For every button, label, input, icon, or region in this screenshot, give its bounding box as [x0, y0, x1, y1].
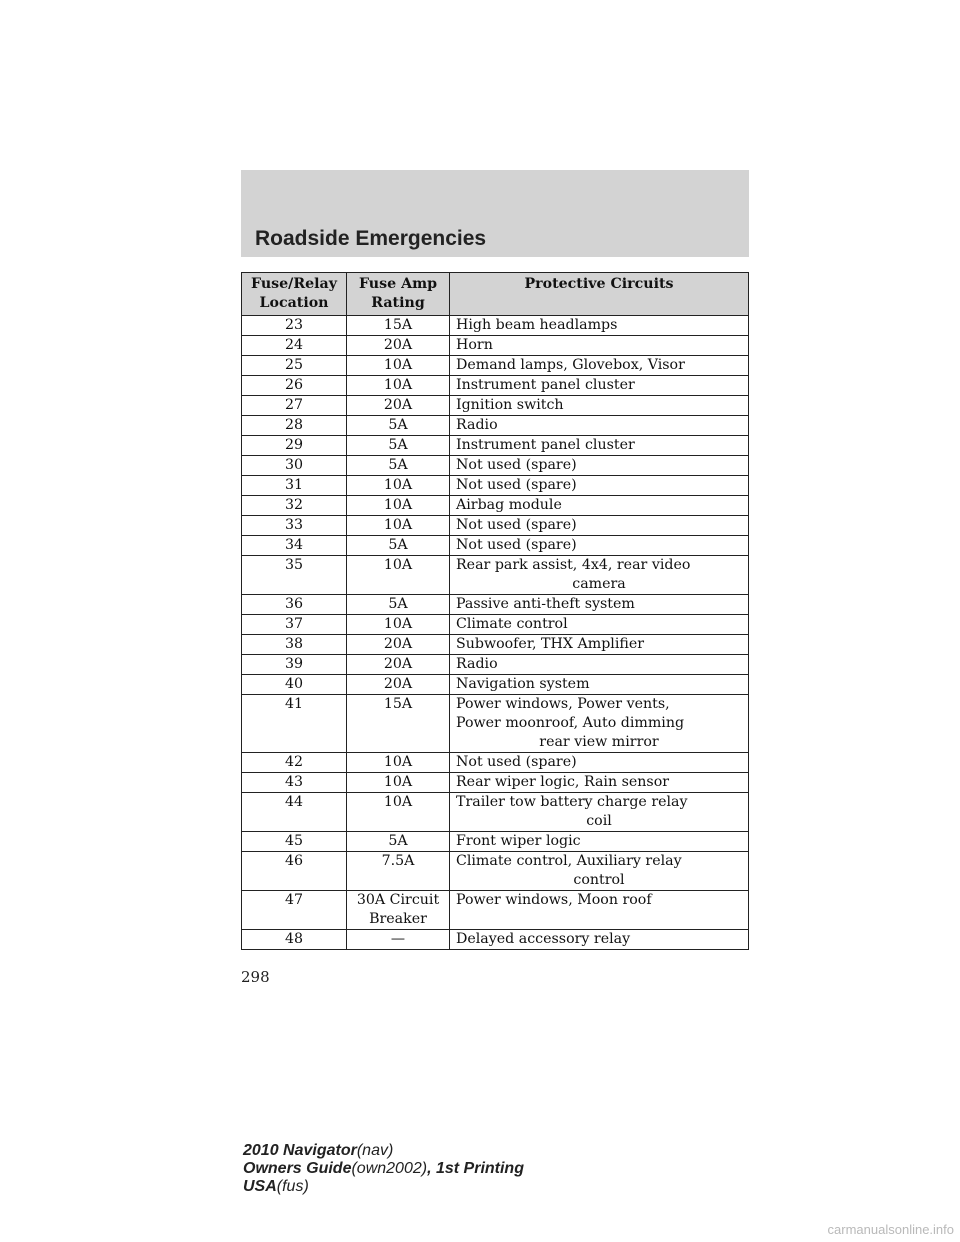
protective-circuits-cell: Instrument panel cluster: [450, 436, 749, 456]
fuse-location-cell: 24: [242, 336, 347, 356]
fuse-amp-cell: 10A: [347, 376, 450, 396]
watermark: carmanualsonline.info: [827, 1222, 954, 1237]
table-row: [242, 635, 749, 655]
fuse-location-cell: 40: [242, 675, 347, 695]
table-row: [242, 655, 749, 675]
fuse-amp-cell: 10A: [347, 615, 450, 635]
fuse-location-cell: 28: [242, 416, 347, 436]
protective-circuits-cell: Airbag module: [450, 496, 749, 516]
table-row: [242, 336, 749, 356]
fuse-amp-cell: 10A: [347, 793, 450, 832]
table-row: [242, 595, 749, 615]
fuse-location-cell: 41: [242, 695, 347, 753]
table-row: [242, 416, 749, 436]
table-row: [242, 436, 749, 456]
fuse-table: [241, 272, 749, 950]
fuse-amp-cell: 10A: [347, 773, 450, 793]
header-protective-circuits: Protective Circuits: [450, 273, 749, 316]
fuse-location-cell: 33: [242, 516, 347, 536]
protective-circuits-cell: Trailer tow battery charge relay coil: [450, 793, 749, 832]
fuse-amp-cell: 20A: [347, 655, 450, 675]
table-header-row: [242, 273, 749, 316]
fuse-location-cell: 46: [242, 852, 347, 891]
section-header: [241, 170, 749, 257]
fuse-amp-cell: 20A: [347, 635, 450, 655]
protective-circuits-cell: Rear park assist, 4x4, rear video camera: [450, 556, 749, 595]
fuse-location-cell: 26: [242, 376, 347, 396]
fuse-location-cell: 38: [242, 635, 347, 655]
fuse-location-cell: 39: [242, 655, 347, 675]
table-row: [242, 832, 749, 852]
fuse-amp-cell: 5A: [347, 436, 450, 456]
table-row: [242, 695, 749, 753]
protective-circuits-cell: Not used (spare): [450, 753, 749, 773]
protective-circuits-cell: Front wiper logic: [450, 832, 749, 852]
table-row: [242, 476, 749, 496]
protective-circuits-cell: Ignition switch: [450, 396, 749, 416]
fuse-amp-cell: 20A: [347, 396, 450, 416]
protective-circuits-cell: Passive anti-theft system: [450, 595, 749, 615]
fuse-amp-cell: 10A: [347, 516, 450, 536]
fuse-amp-cell: 10A: [347, 556, 450, 595]
fuse-location-cell: 23: [242, 316, 347, 336]
table-row: [242, 456, 749, 476]
table-row: [242, 615, 749, 635]
footer-line-model: 2010 Navigator(nav): [243, 1142, 394, 1159]
fuse-location-cell: 48: [242, 930, 347, 950]
protective-circuits-cell: Not used (spare): [450, 476, 749, 496]
protective-circuits-cell: Power windows, Moon roof: [450, 891, 749, 930]
fuse-amp-cell: 5A: [347, 416, 450, 436]
fuse-location-cell: 44: [242, 793, 347, 832]
fuse-location-cell: 36: [242, 595, 347, 615]
fuse-amp-cell: 10A: [347, 753, 450, 773]
fuse-location-cell: 34: [242, 536, 347, 556]
fuse-amp-cell: 20A: [347, 336, 450, 356]
table-row: [242, 496, 749, 516]
fuse-amp-cell: 5A: [347, 595, 450, 615]
fuse-amp-cell: 15A: [347, 695, 450, 753]
table-row: [242, 396, 749, 416]
table-row: [242, 793, 749, 832]
fuse-amp-cell: 20A: [347, 675, 450, 695]
protective-circuits-cell: Navigation system: [450, 675, 749, 695]
fuse-amp-cell: 15A: [347, 316, 450, 336]
fuse-amp-cell: 30A Circuit Breaker: [347, 891, 450, 930]
fuse-amp-cell: —: [347, 930, 450, 950]
protective-circuits-cell: Subwoofer, THX Amplifier: [450, 635, 749, 655]
table-row: [242, 852, 749, 891]
table-row: [242, 556, 749, 595]
footer-line-market: USA(fus): [243, 1178, 309, 1195]
table-row: [242, 773, 749, 793]
protective-circuits-cell: Not used (spare): [450, 516, 749, 536]
fuse-table-body: [242, 316, 749, 950]
fuse-location-cell: 31: [242, 476, 347, 496]
fuse-location-cell: 27: [242, 396, 347, 416]
protective-circuits-cell: Not used (spare): [450, 536, 749, 556]
section-title: Roadside Emergencies: [255, 227, 487, 250]
protective-circuits-cell: Instrument panel cluster: [450, 376, 749, 396]
fuse-location-cell: 30: [242, 456, 347, 476]
fuse-location-cell: 37: [242, 615, 347, 635]
fuse-amp-cell: 10A: [347, 476, 450, 496]
protective-circuits-cell: Radio: [450, 416, 749, 436]
footer-line-guide: Owners Guide(own2002), 1st Printing: [243, 1160, 524, 1177]
protective-circuits-cell: Rear wiper logic, Rain sensor: [450, 773, 749, 793]
table-row: [242, 356, 749, 376]
fuse-amp-cell: 5A: [347, 456, 450, 476]
protective-circuits-cell: High beam headlamps: [450, 316, 749, 336]
fuse-amp-cell: 10A: [347, 356, 450, 376]
protective-circuits-cell: Horn: [450, 336, 749, 356]
fuse-location-cell: 29: [242, 436, 347, 456]
protective-circuits-cell: Not used (spare): [450, 456, 749, 476]
header-amp-rating: Fuse Amp Rating: [347, 273, 450, 316]
protective-circuits-cell: Demand lamps, Glovebox, Visor: [450, 356, 749, 376]
protective-circuits-cell: Radio: [450, 655, 749, 675]
fuse-location-cell: 42: [242, 753, 347, 773]
fuse-location-cell: 43: [242, 773, 347, 793]
footer: [243, 1142, 524, 1196]
fuse-amp-cell: 10A: [347, 496, 450, 516]
page-number: 298: [241, 968, 270, 986]
fuse-location-cell: 32: [242, 496, 347, 516]
fuse-amp-cell: 7.5A: [347, 852, 450, 891]
table-row: [242, 516, 749, 536]
protective-circuits-cell: Climate control: [450, 615, 749, 635]
fuse-location-cell: 25: [242, 356, 347, 376]
fuse-location-cell: 45: [242, 832, 347, 852]
table-row: [242, 316, 749, 336]
table-row: [242, 753, 749, 773]
table-row: [242, 536, 749, 556]
table-row: [242, 891, 749, 930]
table-row: [242, 376, 749, 396]
fuse-location-cell: 35: [242, 556, 347, 595]
fuse-location-cell: 47: [242, 891, 347, 930]
header-location: Fuse/Relay Location: [242, 273, 347, 316]
protective-circuits-cell: Climate control, Auxiliary relay control: [450, 852, 749, 891]
protective-circuits-cell: Power windows, Power vents, Power moonroof, Auto dimming rear view mirror: [450, 695, 749, 753]
fuse-amp-cell: 5A: [347, 536, 450, 556]
table-row: [242, 675, 749, 695]
protective-circuits-cell: Delayed accessory relay: [450, 930, 749, 950]
table-row: [242, 930, 749, 950]
fuse-amp-cell: 5A: [347, 832, 450, 852]
